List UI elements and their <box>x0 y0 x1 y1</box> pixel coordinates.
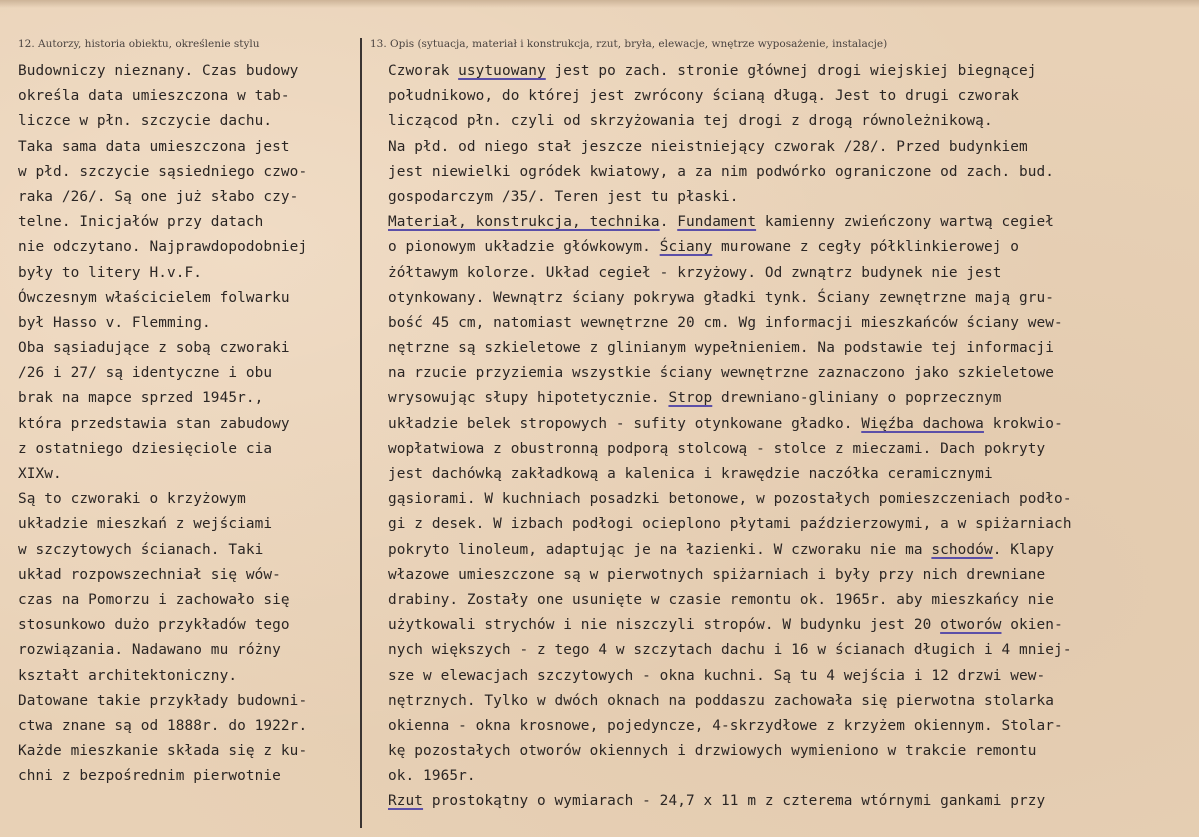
description-text-line <box>388 664 1072 689</box>
underlined-heading-word: Więźba dachowa <box>861 415 984 432</box>
text-segment: Na płd. od niego stał jeszcze nieistniejący czworak /28/. Przed budynkiem <box>388 138 1028 155</box>
description-text-line <box>388 160 1072 185</box>
text-segment: nętrzne są szkieletowe z glinianym wypełnieniem. Na podstawie tej informacji <box>388 340 1055 357</box>
history-text-line: Oba sąsiadujące z sobą czworaki <box>18 340 290 357</box>
description-text-line <box>388 412 1072 437</box>
description-text-line <box>388 789 1072 814</box>
history-text-line: czas na Pomorzu i zachowało się <box>18 591 290 608</box>
text-segment: użytkowali strychów i nie niszczyli stropów. W budynku jest 20 <box>388 617 941 634</box>
description-text-line <box>388 311 1072 336</box>
text-segment: gi z desek. W izbach podłogi ocieplono płytami paździerzowymi, a w spiżarniach <box>388 516 1072 533</box>
text-segment: kamienny zwieńczony wartwą cegieł <box>756 214 1055 231</box>
text-segment: o pionowym układzie główkowym. <box>388 239 660 256</box>
description-text-line <box>388 361 1072 386</box>
underlined-heading-word: Strop <box>668 390 713 407</box>
history-text-line: raka /26/. Są one już słabo czy- <box>18 188 299 205</box>
description-text-line <box>388 261 1072 286</box>
description-text-line <box>388 437 1072 462</box>
description-text-line <box>388 538 1072 563</box>
text-segment: gospodarczym /35/. Teren jest tu płaski. <box>388 188 739 205</box>
text-segment: kę pozostałych otworów okiennych i drzwiowych wymieniono w trakcie remontu <box>388 743 1037 760</box>
text-segment: jest niewielki ogródek kwiatowy, a za nim podwórko ograniczone od zach. bud. <box>388 163 1055 180</box>
description-text-line <box>388 764 1072 789</box>
text-segment: drewniano-gliniany o poprzecznym <box>712 390 1002 407</box>
description-text-column <box>388 59 1072 815</box>
history-text-line: Taka sama data umieszczona jest <box>18 138 290 155</box>
text-segment: nych większych - z tego 4 w szczytach dachu i 16 w ścianach długich i 4 mniej- <box>388 642 1072 659</box>
history-text-line: stosunkowo dużo przykładów tego <box>18 617 290 634</box>
history-text-column <box>18 59 307 789</box>
text-segment: nętrznych. Tylko w dwóch oknach na poddaszu zachowała się pierwotna stolarka <box>388 692 1055 709</box>
description-text-line <box>388 109 1072 134</box>
history-text-line: która przedstawia stan zabudowy <box>18 415 290 432</box>
history-text-line: liczce w płn. szczycie dachu. <box>18 113 273 130</box>
history-text-line: Budowniczy nieznany. Czas budowy <box>18 63 299 79</box>
description-text-line <box>388 386 1072 411</box>
text-segment: . Klapy <box>992 541 1055 558</box>
column-divider <box>360 38 362 828</box>
text-segment: sze w elewacjach szczytowych - okna kuchni. Są tu 4 wejścia i 12 drzwi wew- <box>388 667 1046 684</box>
text-segment: włazowe umieszczone są w pierwotnych spiżarniach i były przy nich drewniane <box>388 566 1046 583</box>
description-text-line <box>388 84 1072 109</box>
history-text-line: układ rozpowszechniał się wów- <box>18 566 281 583</box>
underlined-heading-word: otworów <box>940 617 1002 634</box>
description-text-line <box>388 235 1072 260</box>
text-segment: otynkowany. Wewnątrz ściany pokrywa gładki tynk. Ściany zewnętrzne mają gru- <box>388 289 1055 306</box>
text-segment: okienna - okna krosnowe, pojedyncze, 4-skrzydłowe z krzyżem okiennym. Stolar- <box>388 717 1063 734</box>
underlined-heading-word: Ściany <box>659 239 713 256</box>
underlined-heading-word: schodów <box>931 541 993 558</box>
text-segment: jest po zach. stronie głównej drogi wiejskiej biegnącej <box>545 63 1037 79</box>
history-text-line: ctwa znane są od 1888r. do 1922r. <box>18 717 308 734</box>
description-text-line <box>388 638 1072 663</box>
history-text-line: w szczytowych ścianach. Taki <box>18 541 264 558</box>
text-segment: gąsiorami. W kuchniach posadzki betonowe, w pozostałych pomieszczeniach podło- <box>388 491 1072 508</box>
history-text-line: rozwiązania. Nadawano mu różny <box>18 642 281 659</box>
history-text-line: Datowane takie przykłady budowni- <box>18 692 308 709</box>
text-segment: drabiny. Zostały one usunięte w czasie remontu ok. 1965r. aby mieszkańcy nie <box>388 591 1055 608</box>
text-segment: . <box>659 214 678 231</box>
text-segment: murowane z cegły półklinkierowej o <box>712 239 1020 256</box>
description-text-line <box>388 286 1072 311</box>
history-text-line: był Hasso v. Flemming. <box>18 314 211 331</box>
text-segment: okien- <box>1001 617 1063 634</box>
description-text-line <box>388 210 1072 235</box>
history-text-line: kształt architektoniczny. <box>18 667 238 684</box>
history-text-line: w płd. szczycie sąsiedniego czwo- <box>18 163 308 180</box>
text-segment: bość 45 cm, natomiast wewnętrzne 20 cm. Wg informacji mieszkańców ściany wew- <box>388 314 1063 331</box>
history-text-line: /26 i 27/ są identyczne i obu <box>18 365 273 382</box>
description-text-line <box>388 59 1072 84</box>
history-text-line: brak na mapce sprzed 1945r., <box>18 390 264 407</box>
right-column-header: 13. Opis (sytuacja, materiał i konstrukcja, rzut, bryła, elewacje, wnętrze wyposażenie, instalacje) <box>370 38 888 50</box>
description-text-line <box>388 462 1072 487</box>
text-segment: południkowo, do której jest zwrócony ścianą długą. Jest to drugi czworak <box>388 88 1019 105</box>
text-segment: liczącod płn. czyli od skrzyżowania tej drogi z drogą równoleżnikową. <box>388 113 993 130</box>
text-segment: ok. 1965r. <box>388 768 476 785</box>
description-text-line <box>388 613 1072 638</box>
text-segment: krokwio- <box>983 415 1063 432</box>
description-text-line <box>388 588 1072 613</box>
history-text-line: Ówczesnym właścicielem folwarku <box>18 289 290 306</box>
history-text-line: z ostatniego dziesięciole cia <box>18 440 273 457</box>
description-text-line <box>388 689 1072 714</box>
underlined-heading-word: usytuowany <box>458 63 546 79</box>
card-top-edge <box>0 0 1199 8</box>
history-text-line: Są to czworaki o krzyżowym <box>18 491 246 508</box>
underlined-heading-word: Fundament <box>677 214 757 231</box>
left-column-header: 12. Autorzy, historia obiektu, określenie stylu <box>18 38 260 50</box>
text-segment: układzie belek stropowych - sufity otynkowane gładko. <box>388 415 862 432</box>
text-segment: na rzucie przyziemia wszystkie ściany wewnętrzne zaznaczono jako szkieletowe <box>388 365 1055 382</box>
history-text-line: chni z bezpośrednim pierwotnie <box>18 768 281 785</box>
text-segment: jest dachówką zakładkową a kalenica i krawędzie naczółka ceramicznymi <box>388 466 993 482</box>
text-segment: wopłatwiowa z obustronną podporą stolcową - stolce z mieczami. Dach pokryty <box>388 440 1046 457</box>
text-segment: wrysowując słupy hipotetycznie. <box>388 390 669 407</box>
description-text-line <box>388 563 1072 588</box>
underlined-heading-word: Rzut <box>388 793 424 810</box>
text-segment: Czworak <box>388 63 459 79</box>
description-text-line <box>388 487 1072 512</box>
history-text-line: określa data umieszczona w tab- <box>18 88 290 105</box>
text-segment: prostokątny o wymiarach - 24,7 x 11 m z czterema wtórnymi gankami przy <box>423 793 1046 810</box>
description-text-line <box>388 714 1072 739</box>
description-text-line <box>388 739 1072 764</box>
text-segment: pokryto linoleum, adaptując je na łazienki. W czworaku nie ma <box>388 541 932 558</box>
text-segment: żółtawym kolorze. Układ cegieł - krzyżowy. Od zwnątrz budynek nie jest <box>388 264 1002 281</box>
description-text-line <box>388 185 1072 210</box>
underlined-heading-word: Materiał, konstrukcja, technika <box>388 214 660 231</box>
history-text-line: Każde mieszkanie składa się z ku- <box>18 743 308 760</box>
history-text-line: układzie mieszkań z wejściami <box>18 516 273 533</box>
history-text-line: były to litery H.v.F. <box>18 264 203 281</box>
history-text-line: nie odczytano. Najprawdopodobniej <box>18 239 308 256</box>
history-text-line: XIXw. <box>18 466 62 482</box>
description-text-line <box>388 336 1072 361</box>
description-text-line <box>388 512 1072 537</box>
description-text-line <box>388 135 1072 160</box>
history-text-line: telne. Inicjałów przy datach <box>18 214 264 231</box>
